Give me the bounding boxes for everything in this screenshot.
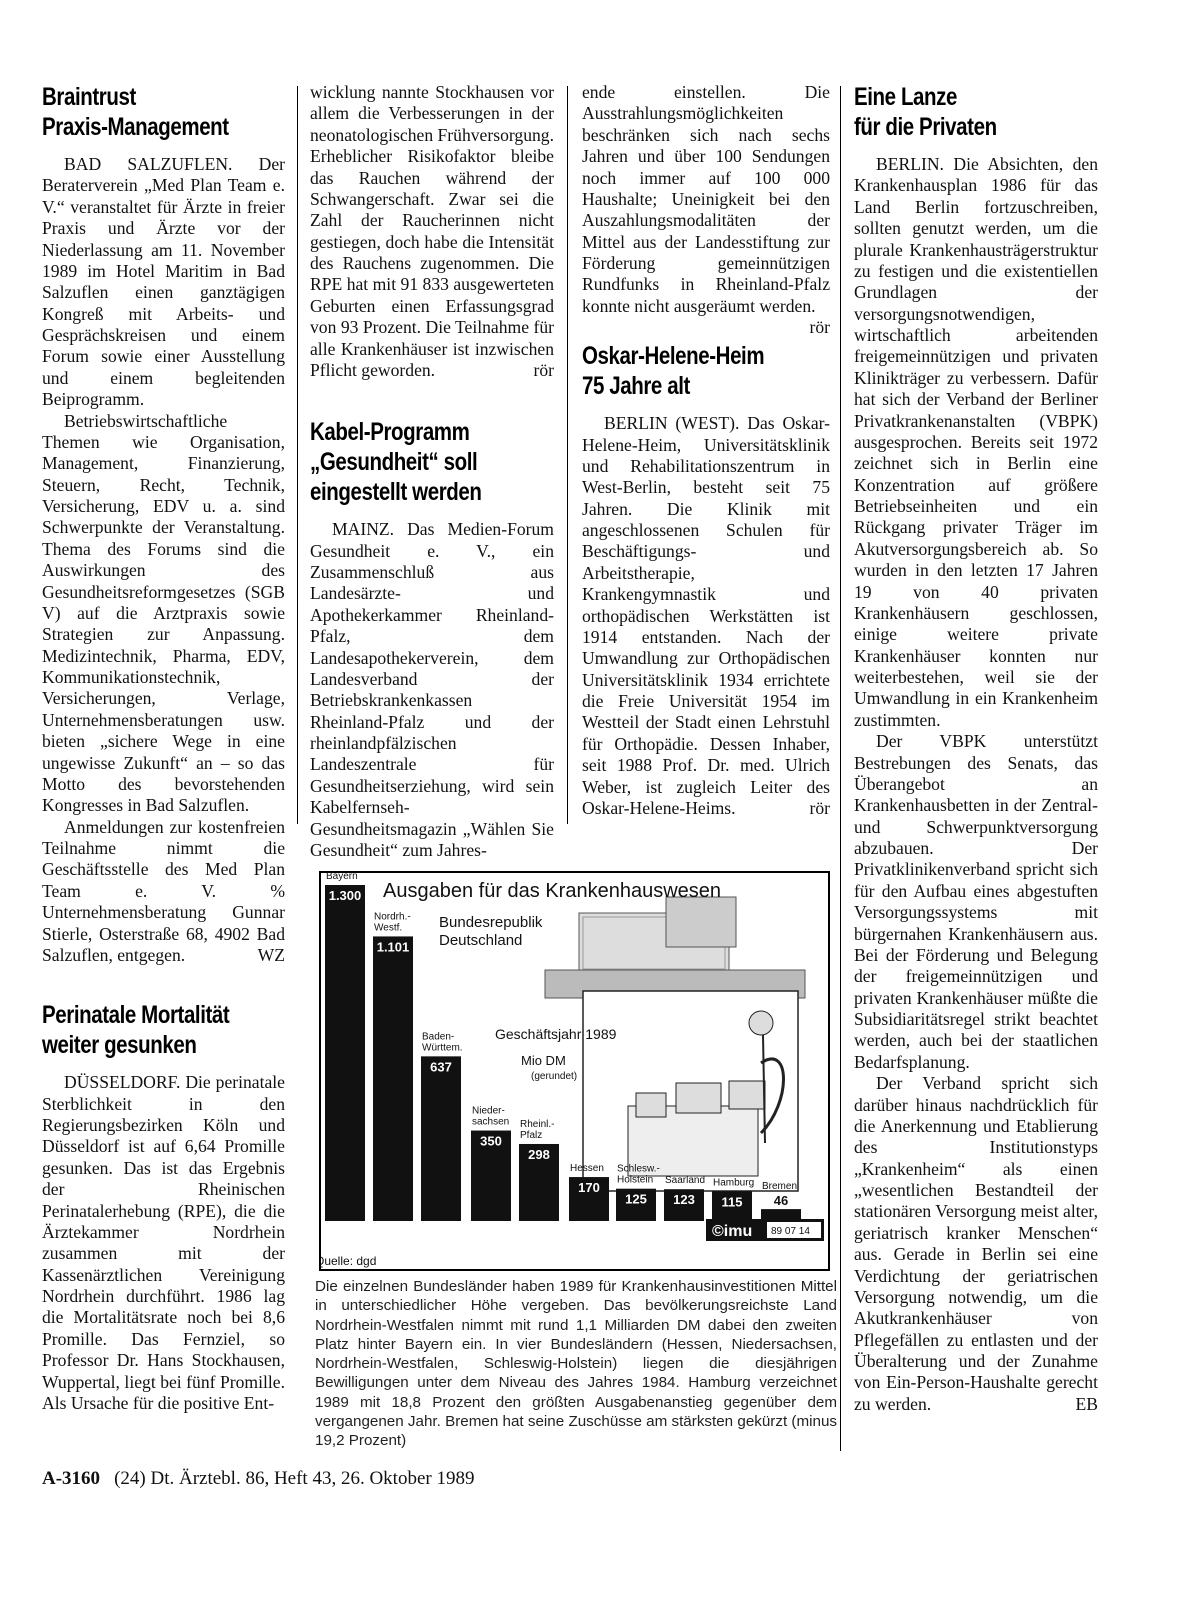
column-3 — [582, 82, 830, 819]
category-label: Bremen — [762, 1181, 798, 1193]
category-label: Saarland — [665, 1175, 706, 1187]
category-label: Württem. — [422, 1042, 463, 1054]
category-label: Holstein — [617, 1174, 654, 1186]
bar-value-label: 298 — [528, 1146, 550, 1162]
headline-kabel: Kabel-Programm „Gesundheit“ soll eingestellt werden — [310, 418, 482, 507]
bar-value-label: 115 — [721, 1194, 743, 1210]
chart-caption: Die einzelnen Bundesländer haben 1989 für Krankenhausinvestitionen Mittel in unterschiedlicher Höhe vergeben. Das bevölkerungsreichste Land Nordrhein-Westfalen nimmt mit rund 1,1 Milliarden DM dabei den zweiten Platz hinter Bayern ein. In vier Bundesländern (Hessen, Niedersachsen, Nordrhein-Westfalen, Schleswig-Holstein) liegen die diesjährigen Bewilligungen unter dem Niveau des Jahres 1984. Hamburg verzeichnet 1989 mit 18,8 Prozent den größten Ausgabenanstieg gegenüber dem vergangenen Jahr. Bremen hat seine Zuschüsse am stärksten gekürzt (minus 19,2 Prozent) — [315, 1278, 837, 1450]
bar-baden-w-rttem- — [421, 1056, 461, 1221]
bar-bayern — [325, 885, 365, 1221]
citation: (24) Dt. Ärztebl. 86, Heft 43, 26. Oktober 1989 — [114, 1468, 475, 1489]
column-1 — [42, 82, 285, 1414]
braintrust-paragraph: Anmeldungen zur kostenfreien Teilnahme nimmt die Geschäftsstelle des Med Plan Team e. V. % Unternehmensberatung Gunnar Stierle, Osterstraße 68, 4902 Bad Salzuflen, entgegen. WZ — [42, 816, 285, 965]
oskar-paragraph: BERLIN (WEST). Das Oskar-Helene-Heim, Universitätsklinik und Rehabilitationszentrum in West-Berlin, besteht seit 75 Jahren. Die Klinik mit angeschlossenen Schulen für Beschäftigungs- und Arbeitstherapie, Krankengymnastik und orthopädischen Werkstätten ist 1914 entstanden. Nach der Umwandlung zur Orthopädischen Universitätsklinik 1934 errichtete die Freie Universität 1954 im Westteil der Stadt einen Lehrstuhl für Orthopädie. Dessen Inhaber, seit 1988 Prof. Dr. med. Ulrich Weber, ist zugleich Leiter des Oskar-Helene-Heims. rör — [582, 413, 830, 818]
category-label: Bayern — [326, 873, 358, 882]
page-code: A-3160 — [42, 1468, 101, 1489]
chart-subtitle: Bundesrepublik — [439, 914, 543, 931]
chart-source: Quelle: dgd — [321, 1254, 377, 1268]
chart-credit: ©imu — [712, 1223, 753, 1240]
column-rule — [297, 86, 298, 824]
bar-chart — [321, 873, 828, 1269]
kabel-paragraph: MAINZ. Das Medien-Forum Gesundheit e. V., ein Zusammenschluß aus Landesärzte- und Apothekerkammer Rheinland-Pfalz, dem Landesapothekerverein, dem Landesverband der Betriebskrankenkassen Rheinland-Pfalz und der rheinlandpfälzischen Landeszentrale für Gesundheitserziehung, wird sein Kabelfernseh-Gesundheitsmagazin „Wählen Sie Gesundheit“ zum Jahres- — [310, 519, 554, 860]
column-4 — [854, 82, 1098, 1415]
category-label: Baden- — [422, 1031, 455, 1043]
category-label: Hessen — [570, 1163, 604, 1175]
bar-value-label: 350 — [480, 1133, 502, 1149]
hospital-illustration — [545, 897, 805, 1191]
category-label: sachsen — [472, 1116, 510, 1128]
chart-subtitle: Deutschland — [439, 932, 523, 949]
bar-value-label: 170 — [578, 1180, 600, 1196]
kabel-continued: ende einstellen. Die Ausstrahlungsmöglichkeiten beschränken sich nach sechs Jahren und über 100 Sendungen noch immer auf 100 000 Haushalte; Uneinigkeit bei den Auszahlungsmodalitäten der Mittel aus der Landesstiftung zur Förderung gemeinnützigen Rundfunks in Rheinland-Pfalz konnte nicht ausgeräumt werden. rör — [582, 82, 830, 338]
category-label: Nordrh.- — [374, 911, 411, 923]
article-signature: rör — [809, 317, 830, 338]
column-rule — [567, 86, 568, 824]
bar-value-label: 125 — [625, 1191, 647, 1207]
column-rule — [840, 86, 841, 1451]
chart-unit-label: Mio DM — [521, 1053, 566, 1068]
category-label: Nieder- — [472, 1105, 505, 1117]
category-label: Hamburg — [713, 1177, 755, 1189]
chart-year-label: Geschäftsjahr 1989 — [495, 1026, 617, 1042]
page-footer — [42, 1468, 474, 1490]
headline-oskar: Oskar-Helene-Heim 75 Jahre alt — [582, 342, 765, 401]
chart-frame — [319, 871, 830, 1271]
category-label: Pfalz — [520, 1129, 543, 1141]
bar-value-label: 1.300 — [328, 888, 362, 903]
headline-perinatale: Perinatale Mortalität weiter gesunken — [42, 1001, 230, 1060]
lanze-paragraph: BERLIN. Die Absichten, den Krankenhausplan 1986 für das Land Berlin fortzuschreiben, sollten genutzt werden, um die plurale Krankenhausträgerstruktur zu festigen und die existentiellen Grundlagen der versorgungsnotwendigen, wirtschaftlich arbeitenden freigemeinnützigen und privaten Klinikträger zu verbessern. Dafür hat sich der Verband der Berliner Privatkrankenanstalten (VBPK) ausgesprochen. Bereits seit 1972 zeichnet sich in Berlin eine Konzentration auf größere Betriebseinheiten und ein Rückgang privater Träger im Akutversorgungsbereich ab. So wurden in den letzten 17 Jahren 19 von 40 privaten Krankenhäusern geschlossen, einige weitere private Krankenhäuser konnten nur weiterbestehen, weil sie der Umwandlung in ein Krankenheim zustimmten. — [854, 154, 1098, 730]
bar-nordrh-westf- — [373, 936, 413, 1221]
headline-braintrust: Braintrust Praxis-Management — [42, 83, 229, 141]
chart-credit-code: 89 07 14 — [771, 1226, 810, 1237]
article-signature: EB — [1075, 1393, 1098, 1414]
bar-value-label: 46 — [773, 1193, 789, 1209]
article-signature: WZ — [257, 944, 285, 965]
lanze-paragraph: Der VBPK unterstützt Bestrebungen des Senats, das Überangebot an Krankenhausbetten in der Zentral- und Schwerpunktversorgung abzubauen. Der Privatklinikenverband spricht sich für den Aufbau eines abgestuften Versorgungssystems mit bürgernahen Krankenhäusern aus. Bei der Förderung und Belegung der freigemeinnützigen und privaten Krankenhäuser müßte die Subsidiaritätsregel strikt beachtet werden, auch bei der staatlichen Bedarfsplanung. — [854, 731, 1098, 1072]
chart-unit-note: (gerundet) — [531, 1071, 578, 1082]
bar-value-label: 1.101 — [376, 939, 410, 955]
braintrust-paragraph: BAD SALZUFLEN. Der Beraterverein „Med Plan Team e. V.“ veranstaltet für Ärzte in freier Praxis und Ärzte vor der Niederlassung am 11. November 1989 im Hotel Maritim in Bad Salzuflen einen ganztägigen Kongreß mit Arbeits- und Gesprächskreisen und einem Forum sowie einer Ausstellung und einem begleitenden Beiprogramm. — [42, 154, 285, 410]
perinatale-continued: wicklung nannte Stockhausen vor allem die Verbesserungen in der neonatologischen Frühversorgung. Erheblicher Risikofaktor bleibe das Rauchen während der Schwangerschaft. Zwar sei die Zahl der Raucherinnen nicht gestiegen, doch habe die Intensität des Rauchens zugenommen. Die RPE hat mit 91 833 ausgewerteten Geburten einen Erfassungsgrad von 93 Prozent. Die Teilnahme für alle Krankenhäuser ist inzwischen Pflicht geworden. rör — [310, 82, 554, 380]
bar-value-label: 637 — [430, 1059, 452, 1075]
article-signature: rör — [809, 797, 830, 818]
headline-lanze: Eine Lanze für die Privaten — [854, 83, 997, 141]
category-label: Schlesw.- — [617, 1163, 660, 1175]
perinatale-paragraph: DÜSSELDORF. Die perinatale Sterblichkeit in den Regierungsbezirken Köln und Düsseldorf ist auf 6,64 Promille gesunken. Das ist das Ergebnis der Rheinischen Perinatalerhebung (RPE), die die Ärztekammer Nordrhein zusammen mit der Kassenärztlichen Vereinigung Nordrhein durchführt. 1986 lag die Mortalitätsrate noch bei 8,6 Promille. Das Fernziel, so Professor Dr. Hans Stockhausen, Wuppertal, liegt bei fünf Promille. Als Ursache für die positive Ent- — [42, 1072, 285, 1413]
category-label: Westf. — [374, 922, 403, 934]
category-label: Rheinl.- — [520, 1118, 555, 1130]
column-2 — [310, 82, 554, 861]
article-signature: rör — [533, 359, 554, 380]
braintrust-paragraph: Betriebswirtschaftliche Themen wie Organisation, Management, Finanzierung, Steuern, Recht, Technik, Versicherung, EDV u. a. sind Schwerpunkte der Veranstaltung. Thema des Forums sind die Auswirkungen des Gesundheitsreformgesetzes (SGB V) auf die Arztpraxis sowie Strategien zur Anpassung. Medizintechnik, Pharma, EDV, Kommunikationstechnik, Versicherungen, Verlage, Unternehmensberatungen usw. bieten „sichere Wege in eine ungewisse Zukunft“ an – so das Motto des bevorstehenden Kongresses in Bad Salzuflen. — [42, 410, 285, 816]
chart-title: Ausgaben für das Krankenhauswesen — [383, 880, 722, 902]
lanze-paragraph: Der Verband spricht sich darüber hinaus nachdrücklich für die Anerkennung und Etablierung des Institutionstyps „Krankenheim“ als einen „wesentlichen Bestandteil der stationären Versorgung meist alter, geriatrisch kranker Menschen“ aus. Gerade in Berlin sei eine Verdichtung der geriatrischen Versorgung notwendig, um die Akutkrankenhäuser von Pflegefällen zu entlasten und der Überalterung und der Zunahme von Ein-Person-Haushalte gerecht zu werden. EB — [854, 1073, 1098, 1414]
bar-value-label: 123 — [673, 1192, 695, 1208]
